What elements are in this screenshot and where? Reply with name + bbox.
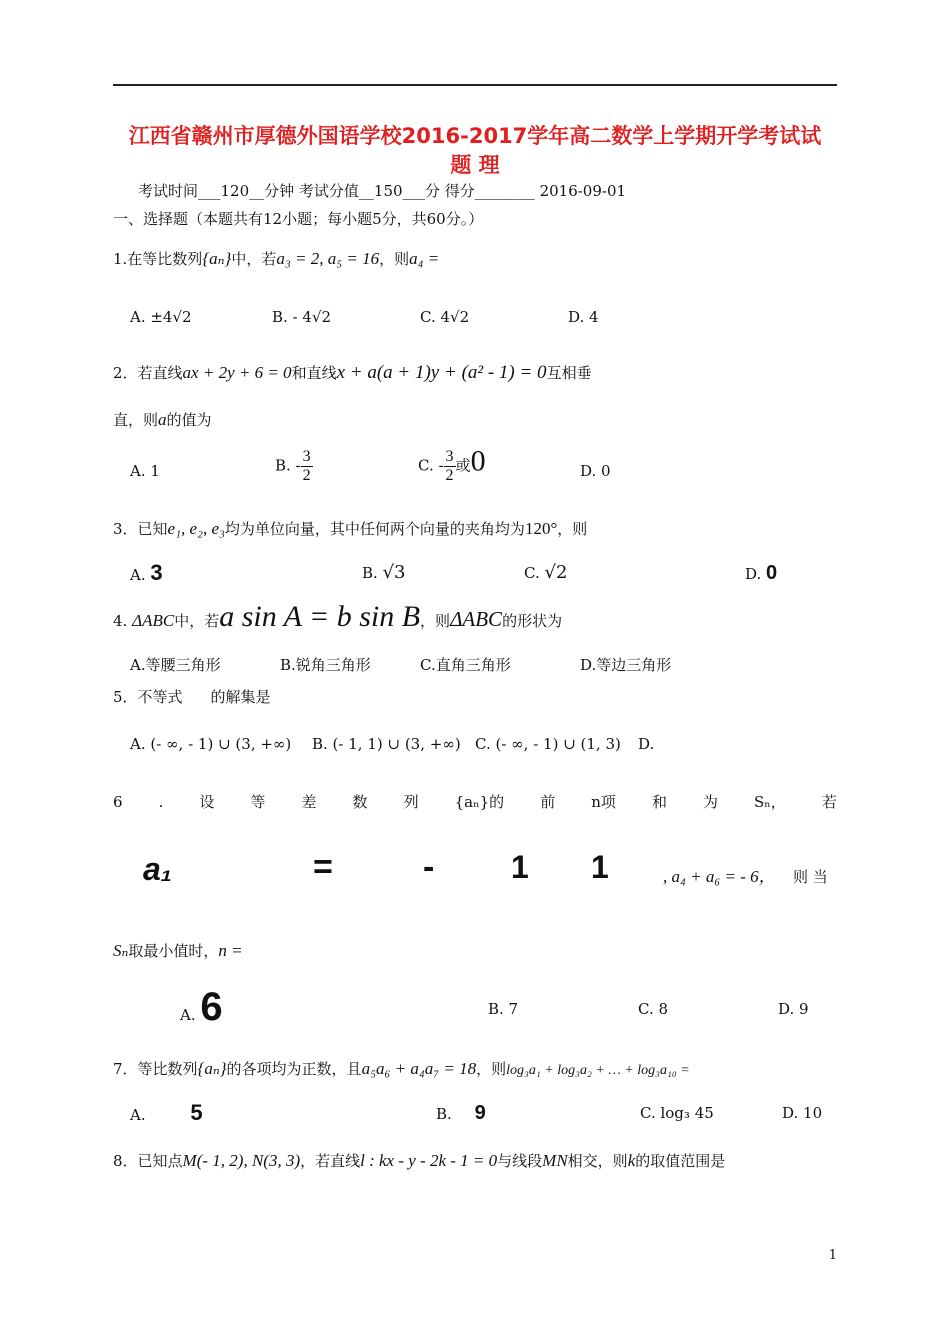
question-2: 2．若直线ax + 2y + 6 = 0和直线x + a(a + 1)y + (a² - 1) = 0互相垂	[113, 362, 592, 383]
q5-option-d[interactable]: D.	[638, 735, 655, 753]
page-number: 1	[828, 1248, 837, 1263]
page-title-line1: 江西省赣州市厚德外国语学校2016-2017学年高二数学上学期开学考试试	[128, 124, 822, 148]
question-5: 5．不等式 的解集是	[113, 688, 271, 706]
q3-option-c[interactable]: C. √2	[524, 562, 568, 583]
q4-option-c[interactable]: C.直角三角形	[420, 656, 511, 674]
q2-option-c[interactable]: C. - $\frac{3}{2}$ 或0	[418, 444, 486, 484]
question-6: 6 . 设 等 差 数 列 {aₙ}的 前 n项 和 为 Sₙ， 若	[113, 793, 837, 811]
question-6-ask: Sₙ取最小值时，n =	[113, 941, 243, 960]
page-title-line2: 题 理	[450, 153, 500, 177]
q7-option-c[interactable]: C. log₃ 45	[640, 1104, 714, 1122]
question-7: 7．等比数列{aₙ}的各项均为正数，且a₅a₆ + a₄a₇ = 18，则log₃a₁ + log₃a₂ + … + log₃a₁₀ =	[113, 1059, 690, 1078]
header-rule	[113, 84, 837, 86]
q1-option-d[interactable]: D. 4	[568, 308, 599, 326]
q2-option-a[interactable]: A. 1	[130, 462, 160, 480]
q4-option-d[interactable]: D.等边三角形	[580, 656, 672, 674]
q1-option-a[interactable]: A. ±4√2	[130, 308, 192, 326]
q5-option-a[interactable]: A. (- ∞, - 1) ∪ (3, +∞)	[130, 735, 292, 753]
q7-option-a[interactable]: A. 5	[130, 1100, 209, 1125]
q3-option-d[interactable]: D. 0	[745, 562, 778, 584]
q2-option-d[interactable]: D. 0	[580, 462, 611, 480]
q3-option-b[interactable]: B. √3	[362, 562, 406, 583]
q4-option-b[interactable]: B.锐角三角形	[280, 656, 371, 674]
q4-option-a[interactable]: A.等腰三角形	[130, 656, 221, 674]
q6-option-a[interactable]: A. 6	[180, 985, 223, 1029]
question-8: 8．已知点M(- 1, 2), N(3, 3)，若直线l : kx - y - 2k - 1 = 0与线段MN相交，则k的取值范围是	[113, 1151, 726, 1170]
q5-option-c[interactable]: C. (- ∞, - 1) ∪ (1, 3)	[475, 735, 621, 753]
q1-option-c[interactable]: C. 4√2	[420, 308, 470, 326]
q3-option-a[interactable]: A. 3	[130, 560, 167, 585]
section-heading: 一、选择题（本题共有12小题；每小题5分，共60分。）	[113, 210, 484, 228]
question-1: 1.在等比数列{aₙ}中，若a₃ = 2, a₅ = 16，则a₄ =	[113, 249, 440, 268]
q6-option-c[interactable]: C. 8	[638, 1000, 669, 1018]
question-2-cont: 直，则a的值为	[113, 410, 212, 429]
q1-option-b[interactable]: B. - 4√2	[272, 308, 332, 326]
question-6-cont: a₁ = - 1 1 , a₄ + a₆ = - 6， 则 当	[143, 848, 828, 887]
question-3: 3．已知e₁, e₂, e₃均为单位向量，其中任何两个向量的夹角均为120°，则	[113, 519, 588, 538]
q2-option-b[interactable]: B. - $\frac{3}{2}$	[275, 448, 311, 484]
q6-option-d[interactable]: D. 9	[778, 1000, 809, 1018]
question-4: 4. ΔABC中，若a sin A = b sin B，则ΔABC的形状为	[113, 600, 563, 633]
exam-info: 考试时间___120__分钟 考试分值__150___分 得分________ 2016-09-01	[138, 182, 627, 200]
q7-option-d[interactable]: D. 10	[782, 1104, 823, 1122]
q7-option-b[interactable]: B. 9	[436, 1102, 486, 1124]
q6-option-b[interactable]: B. 7	[488, 1000, 519, 1018]
q5-option-b[interactable]: B. (- 1, 1) ∪ (3, +∞)	[312, 735, 461, 753]
